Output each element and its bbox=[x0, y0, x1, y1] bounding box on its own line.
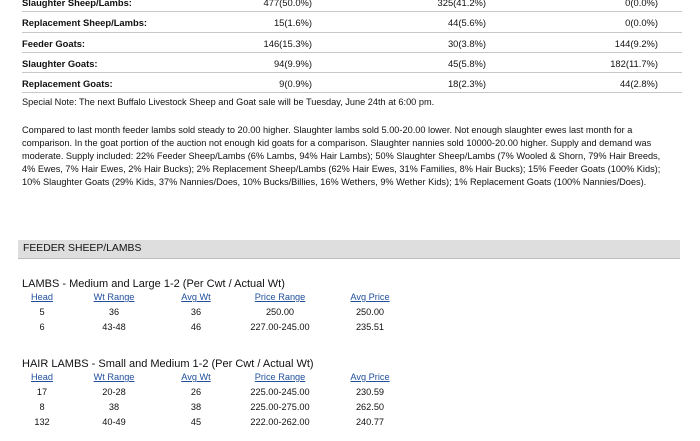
cell-wt-range: 40-49 bbox=[102, 417, 126, 427]
summary-value: 18(2.3%) bbox=[447, 78, 486, 90]
col-avg-price: Avg Price bbox=[350, 292, 390, 302]
summary-value: 477(50.0%) bbox=[263, 0, 312, 8]
cell-avg-wt: 26 bbox=[190, 387, 202, 397]
summary-label: Slaughter Goats: bbox=[22, 57, 98, 69]
cell-avg-price: 262.50 bbox=[355, 402, 385, 412]
cell-wt-range: 38 bbox=[108, 402, 120, 412]
summary-label: Replacement Goats: bbox=[22, 78, 113, 90]
cell-avg-wt: 45 bbox=[190, 417, 202, 427]
summary-row bbox=[22, 53, 682, 73]
table-row bbox=[22, 320, 682, 335]
cell-avg-price: 235.51 bbox=[355, 322, 385, 332]
summary-label: Slaughter Sheep/Lambs: bbox=[22, 0, 132, 8]
cell-price-range: 222.00-262.00 bbox=[250, 417, 310, 427]
section-header bbox=[18, 240, 680, 259]
col-wt-range: Wt Range bbox=[93, 292, 135, 302]
cell-avg-wt: 36 bbox=[190, 307, 202, 317]
table-row bbox=[22, 400, 682, 415]
cell-price-range: 225.00-245.00 bbox=[250, 387, 310, 397]
summary-value: 94(9.9%) bbox=[273, 57, 312, 69]
cell-head: 17 bbox=[36, 387, 48, 397]
col-avg-wt: Avg Wt bbox=[181, 372, 211, 382]
table-header bbox=[22, 372, 682, 385]
summary-value: 182(11.7%) bbox=[610, 57, 658, 69]
summary-value: 144(9.2%) bbox=[614, 37, 658, 49]
col-head: Head bbox=[31, 292, 53, 302]
col-head: Head bbox=[31, 372, 53, 382]
col-wt-range: Wt Range bbox=[93, 372, 135, 382]
summary-row bbox=[22, 0, 682, 12]
cell-wt-range: 20-28 bbox=[102, 387, 126, 397]
summary-row bbox=[22, 12, 682, 32]
cell-head: 5 bbox=[39, 307, 45, 317]
summary-value: 9(0.9%) bbox=[279, 78, 312, 90]
cell-wt-range: 43-48 bbox=[102, 322, 126, 332]
summary-value: 0(0.0%) bbox=[625, 17, 658, 29]
price-table-lambs bbox=[22, 278, 682, 335]
col-avg-price: Avg Price bbox=[350, 372, 390, 382]
summary-value: 44(2.8%) bbox=[619, 78, 658, 90]
summary-label: Replacement Sheep/Lambs: bbox=[22, 17, 148, 29]
cell-avg-wt: 38 bbox=[190, 402, 202, 412]
price-table-hair-lambs bbox=[22, 358, 682, 430]
summary-value: 15(1.6%) bbox=[273, 17, 312, 29]
cell-avg-price: 250.00 bbox=[355, 307, 385, 317]
cell-price-range: 227.00-245.00 bbox=[250, 322, 310, 332]
cell-wt-range: 36 bbox=[108, 307, 120, 317]
summary-row bbox=[22, 33, 682, 53]
table-title: LAMBS - Medium and Large 1-2 (Per Cwt / Actual Wt) bbox=[22, 278, 285, 290]
summary-value: 0(0.0%) bbox=[625, 0, 658, 8]
table-title: HAIR LAMBS - Small and Medium 1-2 (Per Cwt / Actual Wt) bbox=[22, 358, 314, 370]
col-price-range: Price Range bbox=[254, 292, 306, 302]
cell-avg-wt: 46 bbox=[190, 322, 202, 332]
summary-value: 325(41.2%) bbox=[437, 0, 486, 8]
table-row bbox=[22, 305, 682, 320]
summary-row bbox=[22, 73, 682, 93]
summary-label: Feeder Goats: bbox=[22, 37, 86, 49]
cell-avg-price: 230.59 bbox=[355, 387, 385, 397]
table-header bbox=[22, 292, 682, 305]
cell-price-range: 225.00-275.00 bbox=[250, 402, 310, 412]
cell-price-range: 250.00 bbox=[265, 307, 295, 317]
summary-value: 44(5.6%) bbox=[447, 17, 486, 29]
market-commentary: Compared to last month feeder lambs sold steady to 20.00 higher. Slaughter lambs sold 5.00-20.00 lower. Not enough slaughter ewes last month for a comparison. In the goat portion of the auction not enough kid goats for a comparison. Slaughter nannies sold 10000-20.00 higher. Supply and demand was moderate. Supply included: 22% Feeder Sheep/Lambs (6% Lambs, 94% Hair Lambs); 50% Slaughter Sheep/Lambs (7% Wooled & Shorn, 79% Hair Breeds, 4% Ewes, 7% Hair Ewes, 2% Hair Bucks); 2% Replacement Sheep/Lambs (62% Hair Ewes, 31% Families, 8% Hair Bucks); 15% Feeder Goats (100% Kids); 10% Slaughter Goats (29% Kids, 37% Nannies/Does, 10% Bucks/Billies, 16% Wethers, 9% Wether Kids); 1% Replacement Goats (100% Nannies/Does). bbox=[22, 125, 661, 187]
summary-value: 45(5.8%) bbox=[447, 57, 486, 69]
cell-head: 8 bbox=[39, 402, 45, 412]
special-note: Special Note: The next Buffalo Livestock Sheep and Goat sale will be Tuesday, June 24th at 6:00 pm. bbox=[22, 97, 435, 107]
summary-value: 146(15.3%) bbox=[263, 37, 312, 49]
table-row bbox=[22, 415, 682, 430]
cell-avg-price: 240.77 bbox=[355, 417, 385, 427]
col-price-range: Price Range bbox=[254, 372, 306, 382]
cell-head: 132 bbox=[34, 417, 50, 427]
col-avg-wt: Avg Wt bbox=[181, 292, 211, 302]
cell-head: 6 bbox=[39, 322, 45, 332]
summary-table bbox=[22, 0, 682, 93]
table-row bbox=[22, 385, 682, 400]
summary-value: 30(3.8%) bbox=[447, 37, 486, 49]
section-title: FEEDER SHEEP/LAMBS bbox=[23, 243, 142, 254]
